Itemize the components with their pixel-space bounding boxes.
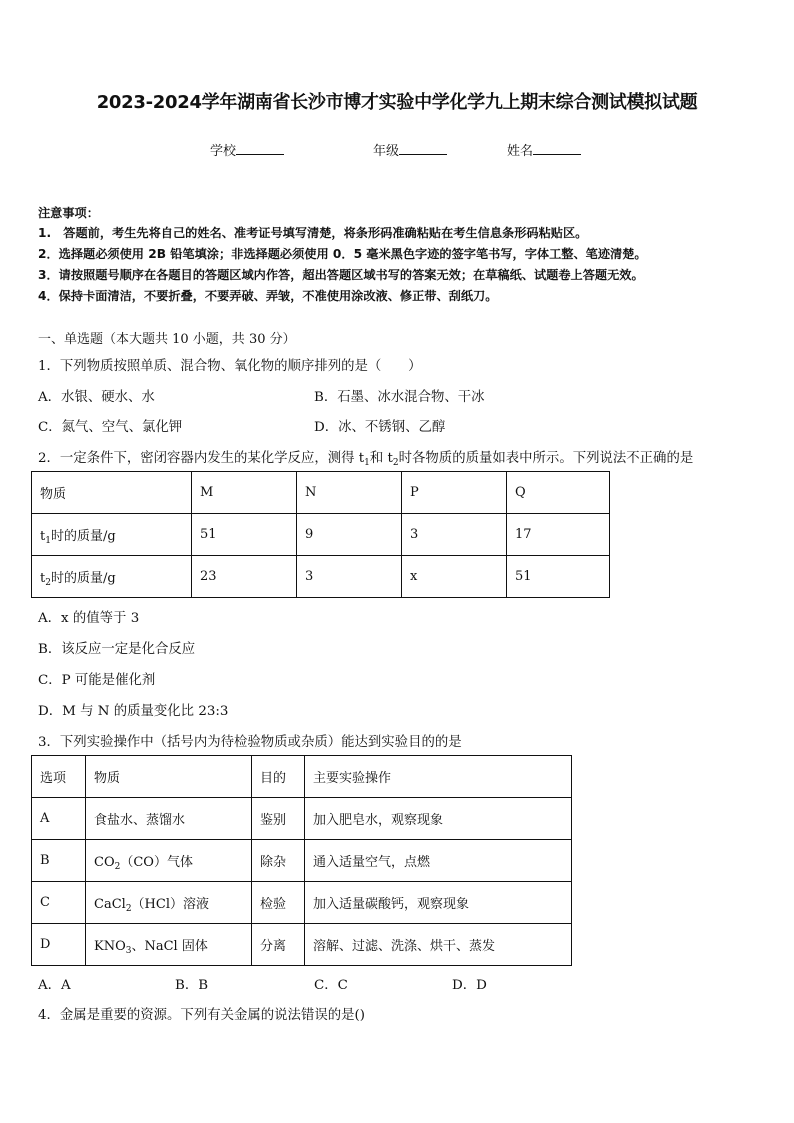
q2-stem-sub: 1 <box>364 458 370 468</box>
q3-option-b: B．B <box>175 978 209 993</box>
school-blank <box>236 142 284 155</box>
cell-text: t <box>40 529 46 544</box>
grade-label: 年级 <box>373 144 400 159</box>
table-cell: 23 <box>192 556 297 598</box>
name-blank <box>533 142 581 155</box>
table-cell <box>32 556 192 598</box>
table-row <box>32 514 610 556</box>
cell-text: 时的质量/g <box>50 529 116 544</box>
cell-text: （CO）气体 <box>120 855 193 870</box>
table-header-row <box>32 756 572 798</box>
cell-sub: 2 <box>45 578 51 588</box>
notice-item: 2．选择题必须使用 2B 铅笔填涂；非选择题必须使用 0．5 毫米黑色字迹的签字笔书写，字体工整、笔迹清楚。 <box>38 247 647 261</box>
cell-text: CO <box>94 855 115 870</box>
q2-stem-part: 时各物质的质量如表中所示。下列说法不正确的是 <box>398 451 694 466</box>
cell-text: 、NaCl 固体 <box>131 939 208 954</box>
table-cell: 3 <box>297 556 402 598</box>
table-cell: 主要实验操作 <box>305 756 572 798</box>
page-title: 2023-2024学年湖南省长沙市博才实验中学化学九上期末综合测试模拟试题 <box>96 92 698 113</box>
q1-option-a: A．水银、硬水、水 <box>38 390 155 405</box>
table-cell: 加入适量碳酸钙，观察现象 <box>305 882 572 924</box>
table-cell: 3 <box>402 514 507 556</box>
table-cell: C <box>32 882 86 924</box>
table-cell: x <box>402 556 507 598</box>
q3-option-d: D．D <box>452 978 487 993</box>
table-cell: 加入肥皂水，观察现象 <box>305 798 572 840</box>
q1-stem: 1．下列物质按照单质、混合物、氧化物的顺序排列的是（ ） <box>38 359 422 374</box>
q2-stem <box>38 447 693 466</box>
table-cell: 选项 <box>32 756 86 798</box>
q1-option-c: C．氮气、空气、氯化钾 <box>38 420 183 435</box>
table-cell: 目的 <box>252 756 305 798</box>
table-cell: 51 <box>192 514 297 556</box>
table-cell <box>32 514 192 556</box>
grade-field <box>373 140 447 159</box>
table-cell: D <box>32 924 86 966</box>
table-cell: B <box>32 840 86 882</box>
q3-option-a: A．A <box>38 978 71 993</box>
table-row <box>32 798 572 840</box>
q1-option-b: B．石墨、冰水混合物、干冰 <box>314 390 485 405</box>
table-cell: 通入适量空气，点燃 <box>305 840 572 882</box>
cell-sub: 2 <box>114 862 121 872</box>
cell-sub: 2 <box>125 904 132 914</box>
q1-option-d: D．冰、不锈钢、乙醇 <box>314 420 446 435</box>
table-cell <box>86 882 252 924</box>
school-label: 学校 <box>210 144 237 159</box>
table-cell: Q <box>507 472 610 514</box>
cell-text: 时的质量/g <box>50 571 116 586</box>
table-cell <box>86 840 252 882</box>
table-cell <box>86 924 252 966</box>
table-cell: 鉴别 <box>252 798 305 840</box>
q2-stem-sub: 2 <box>392 458 399 468</box>
school-field <box>210 140 284 159</box>
table-cell: 物质 <box>86 756 252 798</box>
grade-blank <box>399 142 447 155</box>
cell-text: （HCl）溶液 <box>131 897 209 912</box>
cell-sub: 3 <box>125 946 132 956</box>
q2-option-d: D．M 与 N 的质量变化比 23:3 <box>38 704 229 719</box>
cell-text: KNO <box>94 939 126 954</box>
table-cell: 物质 <box>32 472 192 514</box>
q2-option-b: B．该反应一定是化合反应 <box>38 642 196 657</box>
q3-option-c: C．C <box>314 978 348 993</box>
table-cell: P <box>402 472 507 514</box>
q4-stem: 4．金属是重要的资源。下列有关金属的说法错误的是() <box>38 1008 365 1023</box>
table-row <box>32 924 572 966</box>
table-row <box>32 882 572 924</box>
table-cell: A <box>32 798 86 840</box>
q3-stem: 3．下列实验操作中（括号内为待检验物质或杂质）能达到实验目的的是 <box>38 735 462 750</box>
table-cell: 51 <box>507 556 610 598</box>
table-cell: 除杂 <box>252 840 305 882</box>
notice-item: 3．请按照题号顺序在各题目的答题区域内作答，超出答题区域书写的答案无效；在草稿纸、试题卷上答题无效。 <box>38 268 644 282</box>
table-row <box>32 840 572 882</box>
cell-text: CaCl <box>94 897 126 912</box>
table-header-row <box>32 472 610 514</box>
section-heading: 一、单选题（本大题共 10 小题，共 30 分） <box>38 332 296 347</box>
cell-text: t <box>40 571 46 586</box>
q2-stem-part: 和 t <box>369 451 393 466</box>
notice-item: 1. 答题前，考生先将自己的姓名、准考证号填写清楚，将条形码准确粘贴在考生信息条形码粘贴区。 <box>38 226 588 240</box>
q3-table <box>31 755 572 966</box>
table-cell: 分离 <box>252 924 305 966</box>
notice-item: 4．保持卡面清洁，不要折叠，不要弄破、弄皱，不准使用涂改液、修正带、刮纸刀。 <box>38 289 498 303</box>
name-label: 姓名 <box>507 144 534 159</box>
table-cell <box>86 798 252 840</box>
q2-stem-part: 2．一定条件下，密闭容器内发生的某化学反应，测得 t <box>38 451 365 466</box>
notice-heading: 注意事项： <box>38 206 99 220</box>
table-cell: 溶解、过滤、洗涤、烘干、蒸发 <box>305 924 572 966</box>
table-row <box>32 556 610 598</box>
table-cell: N <box>297 472 402 514</box>
table-cell: 检验 <box>252 882 305 924</box>
table-cell: 17 <box>507 514 610 556</box>
table-cell: 9 <box>297 514 402 556</box>
name-field <box>507 140 581 159</box>
cell-text: 食盐水、蒸馏水 <box>94 813 186 828</box>
table-cell: M <box>192 472 297 514</box>
cell-sub: 1 <box>45 536 51 546</box>
q2-option-a: A．x 的值等于 3 <box>38 611 140 626</box>
q2-table <box>31 471 610 598</box>
q2-option-c: C．P 可能是催化剂 <box>38 673 156 688</box>
